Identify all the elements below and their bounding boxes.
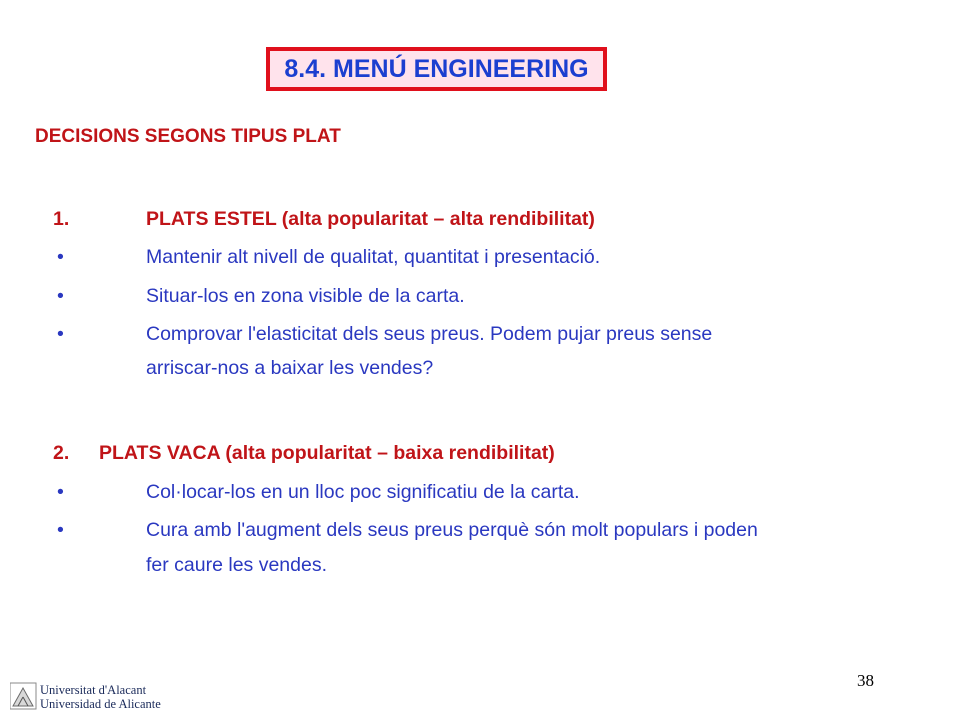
slide-subtitle: DECISIONS SEGONS TIPUS PLAT xyxy=(35,126,341,147)
section1-heading: PLATS ESTEL (alta popularitat – alta rendibilitat) xyxy=(146,208,595,230)
section1-bullet-3: Comprovar l'elasticitat dels seus preus. Podem pujar preus sense xyxy=(146,323,713,345)
section1-bullet-1: Mantenir alt nivell de qualitat, quantitat i presentació. xyxy=(146,246,601,268)
section1-number-wrap xyxy=(53,207,69,231)
bullet-icon: • xyxy=(57,246,64,268)
section1-number: 1. xyxy=(53,208,70,230)
bullet-icon: • xyxy=(57,481,64,503)
university-name-line2: Universidad de Alicante xyxy=(40,697,161,711)
section1-bullet-3-continued: arriscar-nos a baixar les vendes? xyxy=(146,357,434,379)
section2-bullet-2: Cura amb l'augment dels seus preus perquè són molt populars i poden xyxy=(146,519,758,541)
section2-heading: PLATS VACA (alta popularitat – baixa rendibilitat) xyxy=(99,442,555,464)
bullet-icon: • xyxy=(57,323,64,345)
page-number: 38 xyxy=(857,671,874,690)
section2-bullet-2-continued: fer caure les vendes. xyxy=(146,554,328,576)
section2-number: 2. xyxy=(53,442,70,464)
bullet-icon: • xyxy=(57,519,64,541)
slide-title: 8.4. MENÚ ENGINEERING xyxy=(284,54,589,83)
section2-number-wrap xyxy=(53,441,69,465)
bullet-icon: • xyxy=(57,285,64,307)
section1-bullet-2: Situar-los en zona visible de la carta. xyxy=(146,285,465,307)
university-name xyxy=(40,683,161,711)
section2-bullet-1: Col·locar-los en un lloc poc significatiu de la carta. xyxy=(146,481,580,503)
slide-title-box xyxy=(266,47,607,91)
university-name-line1: Universitat d'Alacant xyxy=(40,683,147,697)
